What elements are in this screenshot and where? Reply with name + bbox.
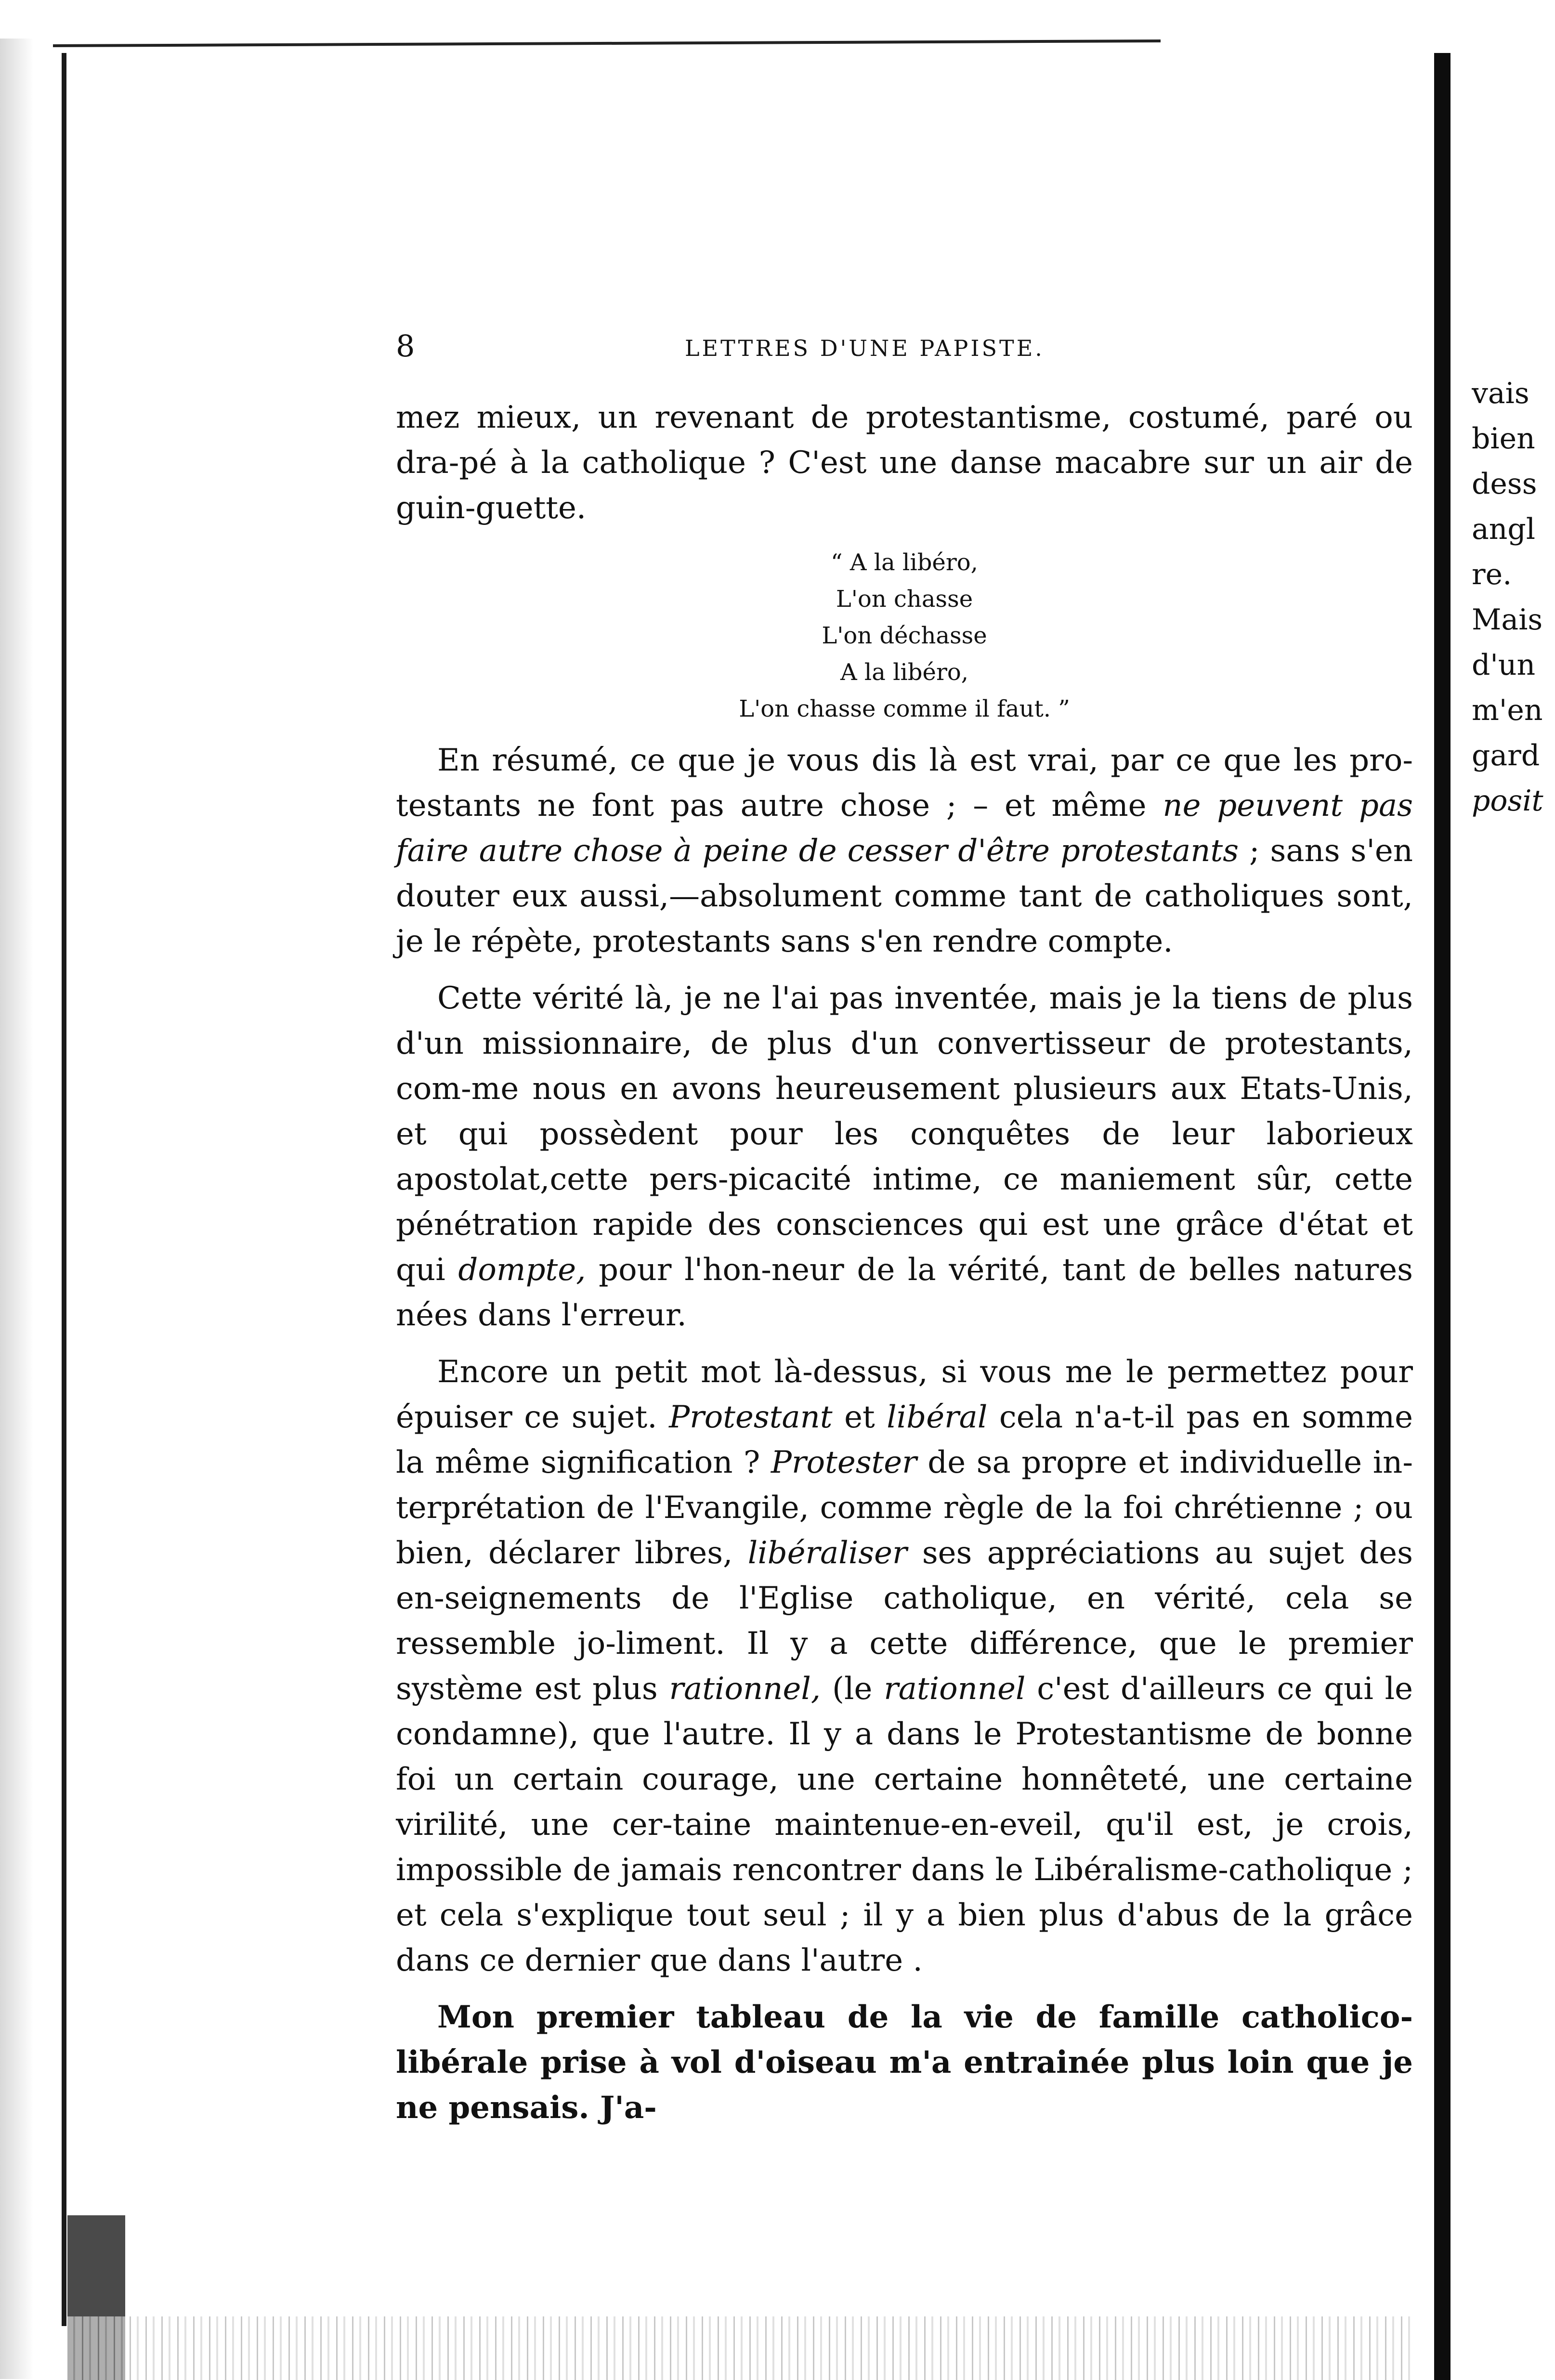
paragraph-en-resume: En résumé, ce que je vous dis là est vrai, par ce que les pro-testants ne font pas autre chose ; – et même ne peuvent pas faire autre chose à peine de cesser d'être protestants ; sans s'en douter eux aussi,—absolument comme tant de catholiques sont, je le répète, protestants sans s'en rendre compte. — [396, 743, 1413, 959]
verse-line: “ A la libéro, — [831, 549, 978, 576]
verse-line: L'on chasse comme il faut. ” — [739, 695, 1070, 722]
next-page-fragment: vais — [1472, 377, 1529, 410]
next-page-fragment: re. — [1472, 558, 1512, 591]
next-page-fragment: d'un — [1472, 648, 1536, 682]
next-page-fragment: Mais — [1472, 603, 1543, 637]
next-page-column — [1472, 371, 1555, 824]
next-page-fragment: angl — [1472, 512, 1536, 546]
paragraph-encore-un-petit-mot: Encore un petit mot là-dessus, si vous me le permettez pour épuiser ce sujet. Protestant et libéral cela n'a-t-il pas en somme la même signification ? Protester de sa propre et individuelle in-terprétation de l'Evangile, comme règle de la foi chrétienne ; ou bien, déclarer libres, libéraliser ses appréciations au sujet des en-seignements de l'Eglise catholique, en vérité, cela se ressemble jo-liment. Il y a cette différence, que le premier système est plus rationnel, (le rationnel c'est d'ailleurs ce qui le condamne), que l'autre. Il y a dans le Protestantisme de bonne foi un certain courage, une certaine honnêteté, une certaine virilité, une cer-taine maintenue-en-eveil, qu'il est, je crois, impossible de jamais rencontrer dans le Libéralisme-catholique ; et cela s'explique tout seul ; il y a bien plus d'abus de la grâce dans ce dernier que dans l'autre . — [396, 1354, 1413, 1978]
book-spine-edge — [62, 53, 66, 2326]
page-gutter-divider — [1434, 53, 1450, 2380]
next-page-fragment: gard — [1472, 739, 1540, 772]
verse-block — [396, 544, 1413, 727]
next-page-fragment: bien — [1472, 422, 1535, 456]
paragraph-cette-verite: Cette vérité là, je ne l'ai pas inventée, mais je la tiens de plus d'un missionnaire, de plus d'un convertisseur de protestants, com-me nous en avons heureusement plusieurs aux Etats-Unis, et qui possèdent pour les conquêtes de leur laborieux apostolat,cette pers-picacité intime, ce maniement sûr, cette pénétration rapide des consciences qui est une grâce d'état et qui dompte, pour l'hon-neur de la vérité, tant de belles natures nées dans l'erreur. — [396, 981, 1413, 1333]
scan-shadow-left — [0, 39, 34, 2379]
paragraph-mon-premier-tableau: Mon premier tableau de la vie de famille catholico-libérale prise à vol d'oiseau m'a entrainée plus loin que je ne pensais. J'a- — [396, 1999, 1413, 2126]
scan-top-rule — [53, 39, 1161, 47]
verse-line: A la libéro, — [840, 659, 969, 686]
next-page-fragment: posit — [1472, 784, 1543, 818]
main-text-block — [396, 395, 1413, 2131]
page-number: 8 — [396, 328, 415, 364]
verse-line: L'on chasse — [836, 586, 973, 613]
running-title: LETTRES D'UNE PAPISTE. — [685, 335, 1045, 361]
scan-bottom-noise — [67, 2316, 1416, 2380]
next-page-fragment: m'en — [1472, 693, 1543, 727]
verse-line: L'on déchasse — [822, 622, 987, 649]
next-page-fragment: dess — [1472, 467, 1537, 501]
paragraph-continuation: mez mieux, un revenant de protestantisme, costumé, paré ou dra-pé à la catholique ? C'est une danse macabre sur un air de guin-guette. — [396, 400, 1413, 526]
